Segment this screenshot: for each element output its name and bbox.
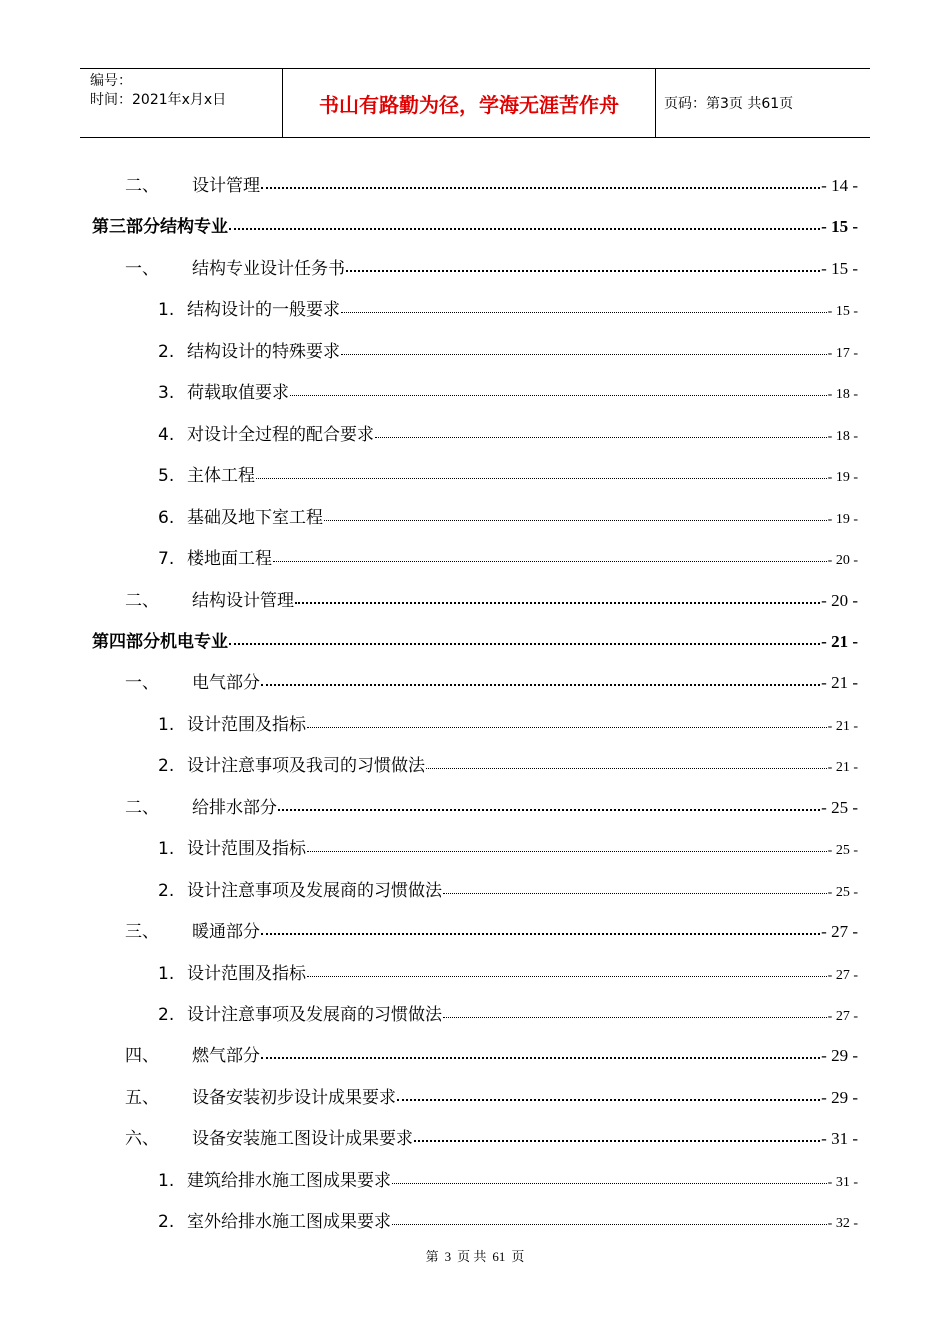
toc-entry[interactable] xyxy=(0,1206,950,1236)
toc-entry-number: 二、 xyxy=(125,590,159,611)
toc-dot-leader xyxy=(261,923,820,937)
toc-entry[interactable] xyxy=(0,460,950,490)
toc-entry-line xyxy=(92,212,858,237)
toc-entry-number: 2. xyxy=(158,1212,175,1233)
toc-entry-page: - 27 - xyxy=(827,967,858,983)
time-label: 时间：2021年x月x日 xyxy=(90,92,227,108)
toc-dot-leader xyxy=(273,550,827,564)
toc-entry-title: 设备安装施工图设计成果要求 xyxy=(192,1129,413,1150)
toc-entry-page: - 21 - xyxy=(821,673,858,693)
header-middle-cell xyxy=(282,69,656,137)
toc-entry-page: - 21 - xyxy=(821,631,858,651)
toc-entry[interactable] xyxy=(0,170,950,200)
toc-entry-number: 2. xyxy=(158,756,175,777)
toc-entry-line xyxy=(192,1124,858,1149)
toc-entry-title: 第三部分结构专业 xyxy=(92,217,228,238)
toc-entry-title: 基础及地下室工程 xyxy=(187,507,323,528)
toc-entry-title: 设计注意事项及发展商的习惯做法 xyxy=(187,880,442,901)
toc-entry[interactable] xyxy=(0,502,950,532)
toc-entry-line xyxy=(192,668,858,693)
toc-entry-line xyxy=(192,1083,858,1108)
toc-entry-page: - 27 - xyxy=(827,1009,858,1024)
toc-dot-leader xyxy=(397,1089,820,1103)
toc-dot-leader xyxy=(375,426,827,440)
toc-dot-leader xyxy=(307,716,827,730)
toc-entry-page: - 21 - xyxy=(827,718,858,734)
toc-entry-number: 1. xyxy=(158,839,175,860)
toc-entry-line xyxy=(187,503,858,528)
toc-entry-title: 燃气部分 xyxy=(192,1046,260,1067)
toc-entry-line xyxy=(187,1207,858,1232)
footer-page: 3 xyxy=(444,1249,452,1264)
toc-entry-title: 设计范围及指标 xyxy=(187,839,306,860)
toc-entry-title: 荷载取值要求 xyxy=(187,383,289,404)
toc-entry-line xyxy=(187,959,858,984)
toc-entry[interactable] xyxy=(0,750,950,780)
toc-entry-title: 结构设计的一般要求 xyxy=(187,300,340,321)
toc-entry-number: 六、 xyxy=(125,1129,159,1150)
toc-dot-leader xyxy=(426,757,827,771)
header-left-cell xyxy=(80,69,282,137)
toc-entry-line xyxy=(187,337,858,362)
footer-prefix: 第 xyxy=(425,1249,439,1264)
toc-dot-leader xyxy=(278,799,820,813)
toc-entry-title: 主体工程 xyxy=(187,466,255,487)
toc-entry-title: 第四部分机电专业 xyxy=(92,631,228,652)
toc-entry[interactable] xyxy=(0,336,950,366)
toc-dot-leader xyxy=(307,965,827,979)
toc-dot-leader xyxy=(414,1130,820,1144)
toc-entry-page: - 29 - xyxy=(821,1087,858,1107)
toc-entry-line xyxy=(92,627,858,652)
toc-entry[interactable] xyxy=(0,833,950,863)
toc-entry-number: 3. xyxy=(158,383,175,404)
toc-entry-page: - 29 - xyxy=(821,1046,858,1066)
toc-entry-line xyxy=(187,544,858,569)
toc-entry-line xyxy=(187,1166,858,1191)
toc-entry-page: - 25 - xyxy=(821,797,858,817)
toc-entry-title: 设备安装初步设计成果要求 xyxy=(192,1087,396,1108)
toc-entry[interactable] xyxy=(0,294,950,324)
toc-entry-page: - 15 - xyxy=(821,217,858,237)
toc-entry[interactable] xyxy=(0,1123,950,1153)
page-header xyxy=(80,68,870,138)
toc-entry-line xyxy=(187,420,858,445)
toc-entry-page: - 18 - xyxy=(827,387,858,403)
toc-entry[interactable] xyxy=(0,792,950,822)
toc-entry-title: 设计管理 xyxy=(192,176,260,196)
toc-entry-number: 五、 xyxy=(125,1087,159,1108)
toc-dot-leader xyxy=(341,301,827,315)
number-label: 编号： xyxy=(90,73,132,89)
toc-entry[interactable] xyxy=(0,1040,950,1070)
footer-mid: 页 共 xyxy=(457,1249,487,1264)
toc-entry-page: - 25 - xyxy=(827,884,858,900)
toc-entry-page: - 31 - xyxy=(827,1174,858,1190)
toc-entry-number: 1. xyxy=(158,300,175,321)
toc-entry-page: - 31 - xyxy=(821,1129,858,1149)
toc-dot-leader xyxy=(229,218,820,232)
toc-entry-page: - 20 - xyxy=(827,553,858,569)
toc-entry-line xyxy=(192,793,858,818)
toc-entry-number: 4. xyxy=(158,424,175,445)
toc-entry[interactable] xyxy=(0,211,950,241)
toc-dot-leader xyxy=(392,1213,827,1227)
toc-entry-number: 1. xyxy=(158,714,175,735)
toc-entry[interactable] xyxy=(0,626,950,656)
toc-entry-line xyxy=(192,917,858,942)
toc-entry[interactable] xyxy=(0,377,950,407)
toc-dot-leader xyxy=(290,384,827,398)
toc-entry-page: - 18 - xyxy=(827,428,858,444)
toc-entry-page: - 27 - xyxy=(821,922,858,942)
toc-entry[interactable] xyxy=(0,875,950,905)
toc-entry-number: 一、 xyxy=(125,673,159,694)
toc-entry-page: - 19 - xyxy=(827,470,858,486)
toc-entry-line xyxy=(187,710,858,735)
toc-dot-leader xyxy=(341,343,827,357)
toc-entry-page: - 21 - xyxy=(827,760,858,776)
toc-entry-number: 2. xyxy=(158,341,175,362)
page-footer xyxy=(0,1246,950,1265)
toc-dot-leader xyxy=(324,509,827,523)
toc-entry-number: 7. xyxy=(158,549,175,570)
toc-entry[interactable] xyxy=(0,916,950,946)
toc-entry-title: 建筑给排水施工图成果要求 xyxy=(187,1170,391,1191)
toc-entry-title: 电气部分 xyxy=(192,673,260,694)
toc-entry-title: 结构专业设计任务书 xyxy=(192,258,345,279)
toc-dot-leader xyxy=(346,260,820,274)
toc-entry-title: 结构设计的特殊要求 xyxy=(187,341,340,362)
toc-entry-line xyxy=(192,1041,858,1066)
toc-entry-title: 给排水部分 xyxy=(192,797,277,818)
toc-dot-leader xyxy=(443,1006,827,1020)
toc-dot-leader xyxy=(256,467,827,481)
toc-entry[interactable] xyxy=(0,253,950,283)
toc-dot-leader xyxy=(443,882,827,896)
toc-entry-line xyxy=(192,171,858,196)
toc-entry[interactable] xyxy=(0,1165,950,1195)
toc-entry-line xyxy=(187,295,858,320)
toc-entry-line xyxy=(187,751,858,776)
toc-entry-title: 楼地面工程 xyxy=(187,549,272,570)
toc-entry[interactable] xyxy=(0,1082,950,1112)
toc-entry-page: - 14 - xyxy=(821,176,858,195)
toc-entry[interactable] xyxy=(0,585,950,615)
toc-entry-line xyxy=(187,1000,858,1025)
footer-total: 61 xyxy=(492,1249,506,1264)
toc-entry-number: 2. xyxy=(158,880,175,901)
toc-entry-line xyxy=(187,378,858,403)
toc-entry-title: 设计范围及指标 xyxy=(187,963,306,984)
toc-entry[interactable] xyxy=(0,667,950,697)
toc-entry-title: 暖通部分 xyxy=(192,922,260,943)
toc-dot-leader xyxy=(295,592,820,606)
page-info: 页码：第3页 共61页 xyxy=(664,96,794,112)
toc-entry-page: - 17 - xyxy=(827,345,858,361)
footer-suffix: 页 xyxy=(511,1249,525,1264)
toc-entry-number: 四、 xyxy=(125,1046,159,1067)
toc-entry-number: 一、 xyxy=(125,258,159,279)
toc-entry-title: 设计注意事项及发展商的习惯做法 xyxy=(187,1005,442,1025)
toc-entry-title: 室外给排水施工图成果要求 xyxy=(187,1212,391,1233)
toc-dot-leader xyxy=(307,840,827,854)
toc-entry-title: 设计范围及指标 xyxy=(187,714,306,735)
toc-dot-leader xyxy=(261,674,820,688)
toc-entry-number: 1. xyxy=(158,963,175,984)
toc-entry-line xyxy=(187,834,858,859)
toc-dot-leader xyxy=(229,633,820,647)
toc-entry-page: - 19 - xyxy=(827,511,858,527)
toc-entry-number: 二、 xyxy=(125,797,159,818)
toc-entry-number: 2. xyxy=(158,1005,175,1025)
toc-entry-number: 三、 xyxy=(125,922,159,943)
toc-entry[interactable] xyxy=(0,419,950,449)
toc-entry[interactable] xyxy=(0,958,950,988)
toc-entry-number: 6. xyxy=(158,507,175,528)
toc-entry-number: 二、 xyxy=(125,176,159,196)
toc-entry-title: 结构设计管理 xyxy=(192,590,294,611)
toc-entry-line xyxy=(192,254,858,279)
toc-entry-page: - 25 - xyxy=(827,843,858,859)
toc-entry-line xyxy=(192,586,858,611)
header-right-cell xyxy=(654,69,870,137)
toc-entry-page: - 32 - xyxy=(827,1216,858,1232)
toc-entry[interactable] xyxy=(0,543,950,573)
toc-entry-line xyxy=(187,876,858,901)
toc-entry-page: - 15 - xyxy=(821,258,858,278)
toc-entry-title: 对设计全过程的配合要求 xyxy=(187,424,374,445)
toc-entry-number: 1. xyxy=(158,1170,175,1191)
toc-dot-leader xyxy=(261,1047,820,1061)
toc-entry-line xyxy=(187,461,858,486)
toc-entry-page: - 20 - xyxy=(821,590,858,610)
toc-entry[interactable] xyxy=(0,709,950,739)
motto: 书山有路勤为径，学海无涯苦作舟 xyxy=(319,92,619,117)
toc-dot-leader xyxy=(261,177,820,191)
toc-entry[interactable] xyxy=(0,999,950,1029)
toc-entry-title: 设计注意事项及我司的习惯做法 xyxy=(187,756,425,777)
toc-entry-page: - 15 - xyxy=(827,304,858,320)
toc-entry-number: 5. xyxy=(158,466,175,487)
toc-dot-leader xyxy=(392,1172,827,1186)
